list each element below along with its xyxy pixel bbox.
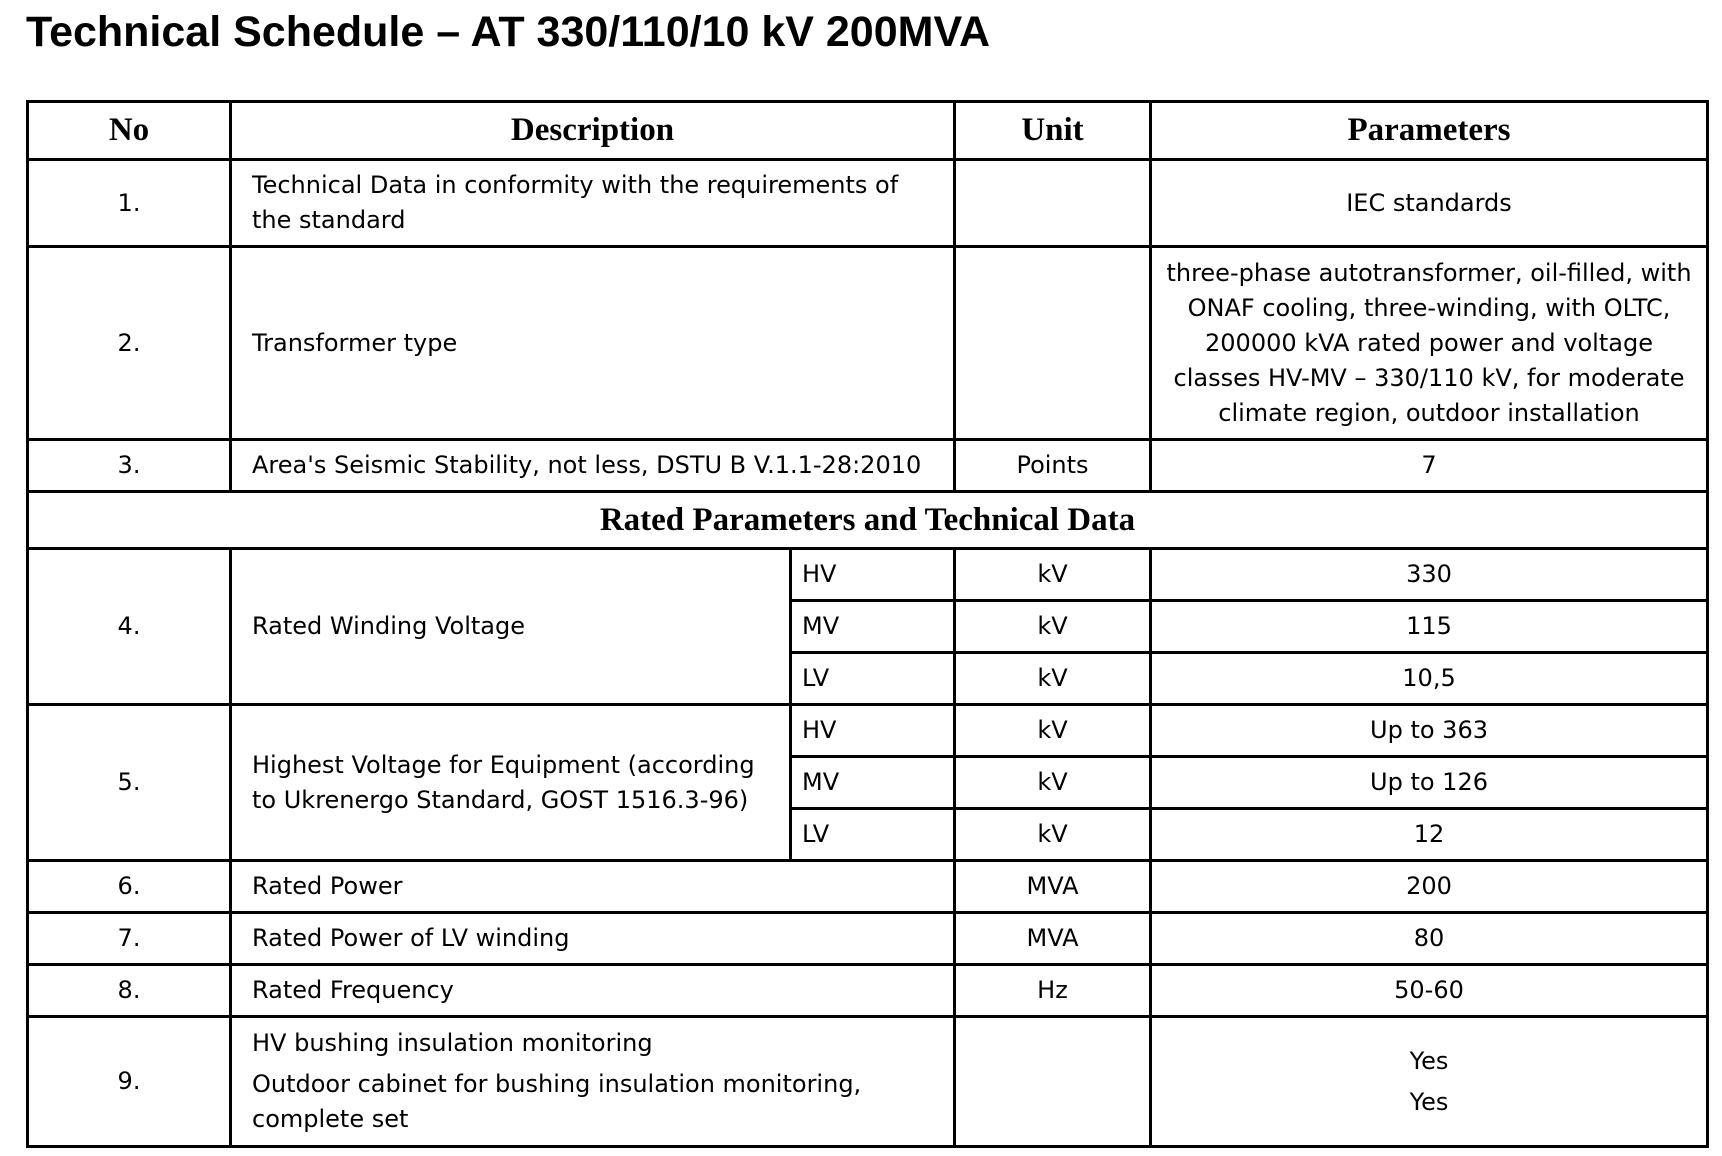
row-value: IEC standards	[1151, 160, 1708, 247]
row-value: Up to 126	[1151, 757, 1708, 809]
sub-label: HV	[791, 549, 955, 601]
table-row	[28, 549, 1708, 601]
row-unit: MVA	[955, 913, 1151, 965]
header-description: Description	[231, 102, 955, 160]
row-number: 9.	[28, 1017, 231, 1147]
row-number: 3.	[28, 440, 231, 492]
technical-schedule-table	[26, 100, 1709, 1148]
row-number: 4.	[28, 549, 231, 705]
row-value-line: Yes	[1409, 1087, 1449, 1116]
row-unit: kV	[955, 809, 1151, 861]
row-value: 10,5	[1151, 653, 1708, 705]
table-row	[28, 965, 1708, 1017]
table-row	[28, 1017, 1708, 1147]
row-value: 12	[1151, 809, 1708, 861]
row-number: 5.	[28, 705, 231, 861]
row-number: 2.	[28, 247, 231, 440]
sub-label: MV	[791, 757, 955, 809]
sub-label: LV	[791, 809, 955, 861]
row-description-line: HV bushing insulation monitoring	[252, 1029, 653, 1057]
row-description: Rated Power of LV winding	[231, 913, 955, 965]
table-row	[28, 440, 1708, 492]
table-row	[28, 705, 1708, 757]
row-number: 8.	[28, 965, 231, 1017]
row-unit: kV	[955, 601, 1151, 653]
row-value: 50-60	[1151, 965, 1708, 1017]
row-unit: MVA	[955, 861, 1151, 913]
header-row	[28, 102, 1708, 160]
table-row	[28, 160, 1708, 247]
row-unit: Points	[955, 440, 1151, 492]
row-description-line: Outdoor cabinet for bushing insulation monitoring, complete set	[252, 1070, 862, 1133]
row-description: Transformer type	[231, 247, 955, 440]
sub-label: HV	[791, 705, 955, 757]
row-number: 1.	[28, 160, 231, 247]
row-number: 7.	[28, 913, 231, 965]
table-row	[28, 247, 1708, 440]
row-value: 115	[1151, 601, 1708, 653]
row-unit	[955, 247, 1151, 440]
header-unit: Unit	[955, 102, 1151, 160]
table-row	[28, 913, 1708, 965]
row-value	[1151, 1017, 1708, 1147]
header-parameters: Parameters	[1151, 102, 1708, 160]
row-unit: kV	[955, 549, 1151, 601]
table-row	[28, 861, 1708, 913]
row-unit: kV	[955, 705, 1151, 757]
row-value: three-phase autotransformer, oil-filled, with ONAF cooling, three-winding, with OLTC, 200000 kVA rated power and voltage classes HV-MV – 330/110 kV, for moderate climate region, outdoor installation	[1151, 247, 1708, 440]
row-description: Technical Data in conformity with the requirements of the standard	[231, 160, 955, 247]
row-unit	[955, 160, 1151, 247]
row-description: Rated Winding Voltage	[231, 549, 791, 705]
row-description: Highest Voltage for Equipment (according to Ukrenergo Standard, GOST 1516.3-96)	[231, 705, 791, 861]
row-value-line: Yes	[1409, 1046, 1449, 1075]
row-value: 7	[1151, 440, 1708, 492]
row-unit	[955, 1017, 1151, 1147]
row-description	[231, 1017, 955, 1147]
section-row	[28, 492, 1708, 549]
row-unit: Hz	[955, 965, 1151, 1017]
row-description: Area's Seismic Stability, not less, DSTU B V.1.1-28:2010	[231, 440, 955, 492]
section-title: Rated Parameters and Technical Data	[28, 492, 1708, 549]
page-title: Technical Schedule – AT 330/110/10 kV 200MVA	[26, 8, 990, 56]
row-value: Up to 363	[1151, 705, 1708, 757]
row-description: Rated Frequency	[231, 965, 955, 1017]
row-unit: kV	[955, 757, 1151, 809]
row-number: 6.	[28, 861, 231, 913]
sub-label: LV	[791, 653, 955, 705]
header-no: No	[28, 102, 231, 160]
sub-label: MV	[791, 601, 955, 653]
row-value: 200	[1151, 861, 1708, 913]
row-value: 330	[1151, 549, 1708, 601]
row-value: 80	[1151, 913, 1708, 965]
row-unit: kV	[955, 653, 1151, 705]
row-description: Rated Power	[231, 861, 955, 913]
